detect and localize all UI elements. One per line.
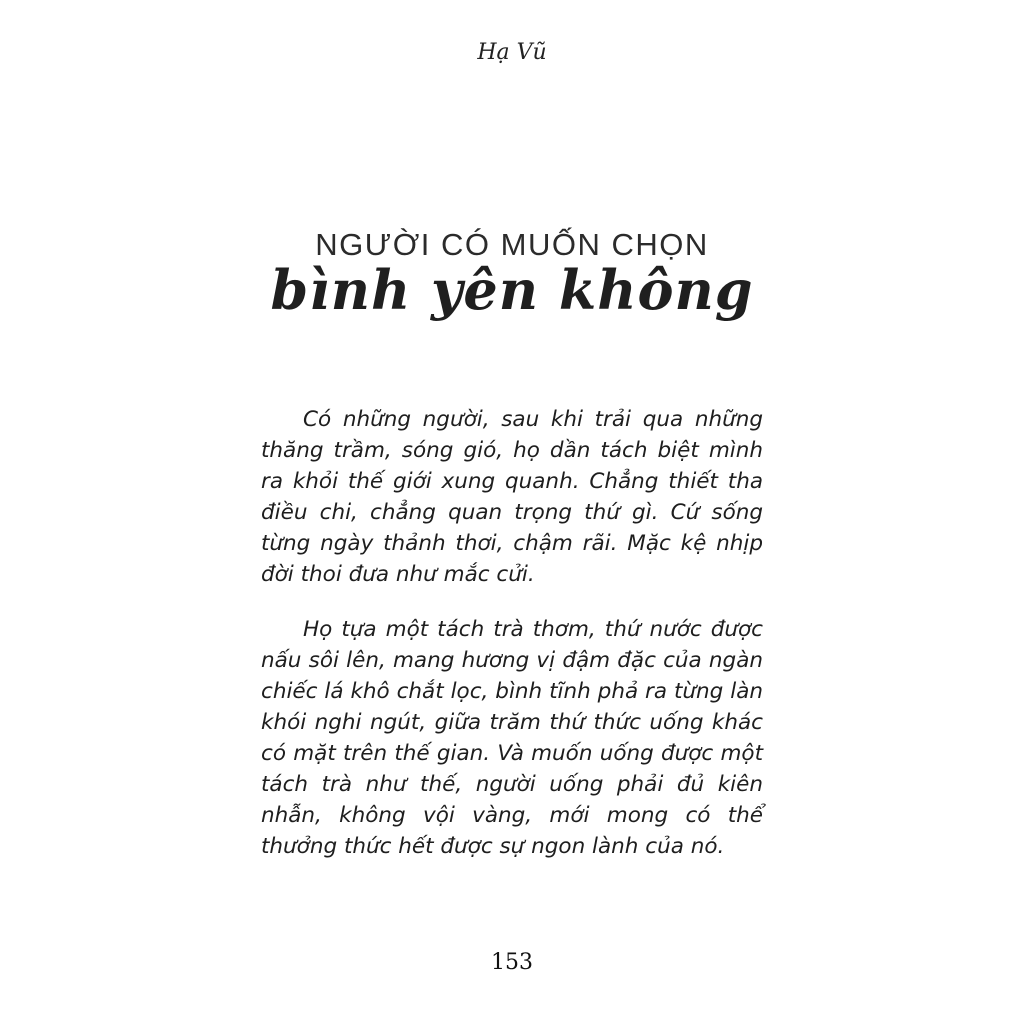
paragraph-1: Có những người, sau khi trải qua những thăng trầm, sóng gió, họ dần tách biệt mình ra khỏi thế giới xung quanh. Chẳng thiết tha điều chi, chẳng quan trọng thứ gì. Cứ sống từng ngày thảnh thơi, chậm rãi. Mặc kệ nhịp đời thoi đưa như mắc cửi.: [261, 407, 763, 587]
running-header-author: Hạ Vũ: [477, 40, 547, 65]
paragraph-2: Họ tựa một tách trà thơm, thứ nước được nấu sôi lên, mang hương vị đậm đặc của ngàn chiếc lá khô chắt lọc, bình tĩnh phả ra từng làn khói nghi ngút, giữa trăm thứ thức uống khác có mặt trên thế gian. Và muốn uống được một tách trà như thế, người uống phải đủ kiên nhẫn, không vội vàng, mới mong có thể thưởng thức hết được sự ngon lành của nó.: [261, 617, 763, 859]
chapter-title-caps: NGƯỜI CÓ MUỐN CHỌN: [315, 227, 709, 262]
chapter-title-script: bình yên không: [270, 258, 754, 322]
body-text-block: [261, 404, 763, 886]
page-number: 153: [491, 950, 533, 975]
